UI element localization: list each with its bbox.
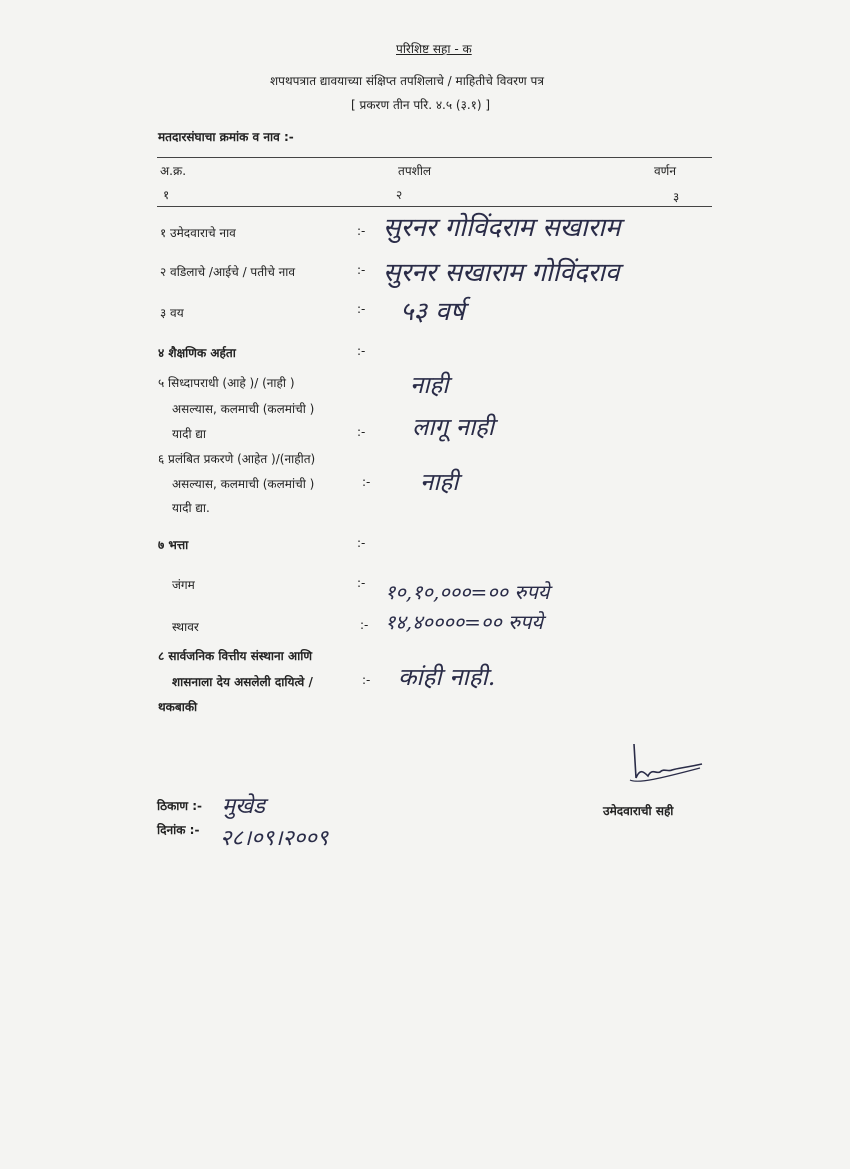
movable-assets-label: जंगम bbox=[172, 578, 195, 592]
header-num-1: १ bbox=[163, 188, 170, 202]
candidate-signature bbox=[622, 738, 712, 798]
place-value: मुखेड bbox=[222, 794, 265, 819]
header-description: वर्णन bbox=[654, 164, 677, 178]
date-label: दिनांक :- bbox=[157, 823, 200, 837]
assets-label: ७ भत्ता bbox=[158, 538, 189, 552]
pending-cases-line-1: ६ प्रलंबित प्रकरणे (आहेत )/(नाहीत) bbox=[158, 452, 316, 466]
candidate-name-value: सुरनर गोविंदराम सखाराम bbox=[383, 213, 621, 243]
liabilities-line-1: ८ सार्वजनिक वित्तीय संस्थाना आणि bbox=[158, 649, 313, 663]
liabilities-value: कांही नाही. bbox=[398, 663, 496, 691]
header-num-2: २ bbox=[396, 188, 403, 202]
separator: :- bbox=[357, 425, 366, 439]
separator: :- bbox=[362, 475, 371, 489]
convictions-sections-value: लागू नाही bbox=[412, 413, 495, 441]
immovable-assets-label: स्थावर bbox=[172, 620, 199, 634]
convictions-line-2: असल्यास, कलमाची (कलमांची ) bbox=[172, 402, 315, 416]
date-value: २८।०९।२००९ bbox=[220, 826, 329, 851]
separator: :- bbox=[357, 536, 366, 550]
parent-name-label: २ वडिलाचे /आईचे / पतीचे नाव bbox=[160, 265, 296, 279]
parent-name-value: सुरनर सखाराम गोविंदराव bbox=[383, 258, 620, 288]
header-details: तपशील bbox=[398, 164, 432, 178]
pending-cases-line-3: यादी द्या. bbox=[172, 501, 210, 515]
convictions-line-1: ५ सिध्दापराधी (आहे )/ (नाही ) bbox=[158, 376, 295, 390]
separator: :- bbox=[362, 673, 371, 687]
appendix-heading: परिशिष्ट सहा - क bbox=[396, 42, 472, 56]
chapter-reference: [ प्रकरण तीन परि. ४.५ (३.१) ] bbox=[351, 98, 491, 112]
age-value: ५३ वर्ष bbox=[400, 297, 465, 327]
header-num-3: ३ bbox=[673, 190, 680, 204]
separator: :- bbox=[357, 576, 366, 590]
header-serial: अ.क्र. bbox=[160, 164, 187, 178]
movable-assets-value: १०,१०,०००=०० रुपये bbox=[385, 580, 550, 604]
separator: :- bbox=[360, 618, 369, 632]
table-top-rule bbox=[157, 157, 712, 158]
education-label: ४ शैक्षणिक अर्हता bbox=[158, 346, 236, 360]
pending-cases-value: नाही bbox=[420, 468, 459, 496]
pending-cases-line-2: असल्यास, कलमाची (कलमांची ) bbox=[172, 477, 315, 491]
separator: :- bbox=[357, 344, 366, 358]
signature-label: उमेदवाराची सही bbox=[603, 804, 674, 818]
convictions-line-3: यादी द्या bbox=[172, 427, 207, 441]
immovable-assets-value: १४,४००००=०० रुपये bbox=[385, 610, 543, 634]
convictions-value: नाही bbox=[410, 371, 449, 399]
age-label: ३ वय bbox=[160, 306, 184, 320]
place-label: ठिकाण :- bbox=[157, 799, 203, 813]
liabilities-line-2: शासनाला देय असलेली दायित्वे / bbox=[172, 675, 313, 689]
separator: :- bbox=[357, 263, 366, 277]
document-title: शपथपत्रात द्यावयाच्या संक्षिप्त तपशिलाचे / माहितीचे विवरण पत्र bbox=[270, 74, 544, 88]
constituency-label: मतदारसंघाचा क्रमांक व नाव :- bbox=[158, 130, 294, 144]
liabilities-line-3: थकबाकी bbox=[158, 700, 198, 714]
candidate-name-label: १ उमेदवाराचे नाव bbox=[160, 226, 236, 240]
table-header-rule bbox=[157, 206, 712, 207]
separator: :- bbox=[357, 224, 366, 238]
separator: :- bbox=[357, 302, 366, 316]
